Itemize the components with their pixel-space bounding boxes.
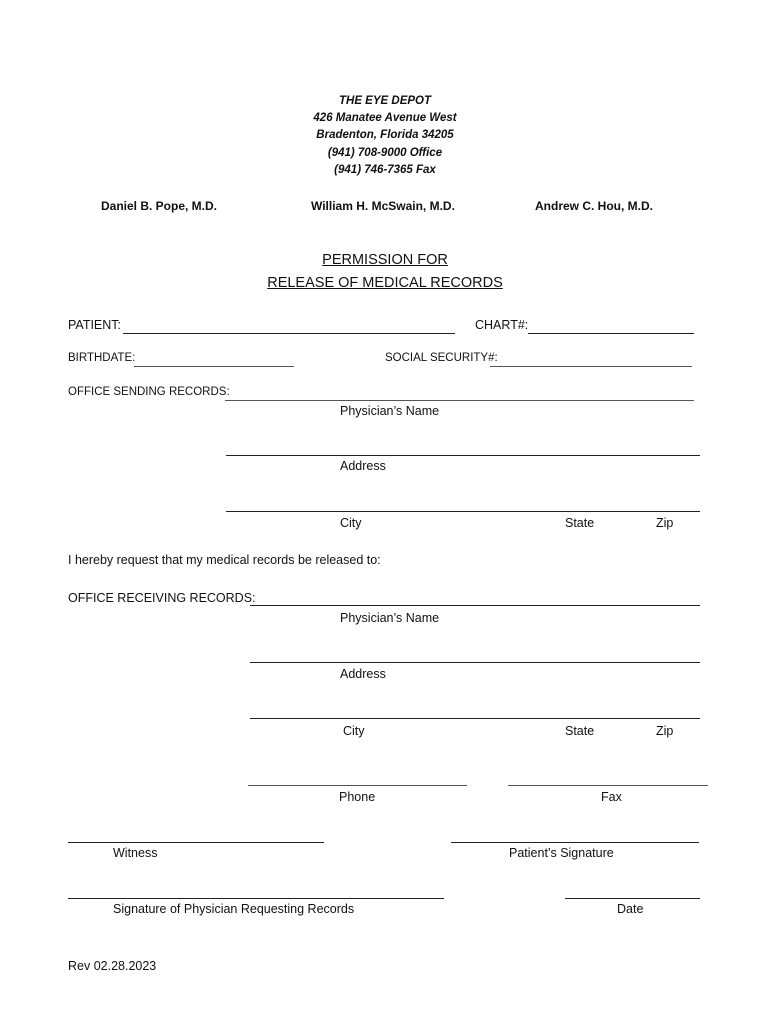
witness-line[interactable] bbox=[68, 842, 324, 843]
patient-label: PATIENT: bbox=[68, 318, 122, 332]
physician-signature-caption: Signature of Physician Requesting Records bbox=[113, 902, 355, 916]
date-caption: Date bbox=[617, 902, 644, 916]
request-statement: I hereby request that my medical records be released to: bbox=[68, 553, 381, 567]
revision-label: Rev 02.28.2023 bbox=[68, 959, 157, 973]
receiving-phone-line[interactable] bbox=[248, 785, 467, 786]
receiving-state-caption: State bbox=[565, 724, 595, 738]
patient-signature-line[interactable] bbox=[451, 842, 699, 843]
receiving-physician-name-caption: Physician’s Name bbox=[340, 611, 440, 625]
practice-street: 426 Manatee Avenue West bbox=[313, 112, 457, 124]
receiving-fax-line[interactable] bbox=[508, 785, 708, 786]
practice-fax: (941) 746-7365 Fax bbox=[334, 164, 436, 176]
office-receiving-label: OFFICE RECEIVING RECORDS: bbox=[68, 591, 256, 605]
form-title-line2: RELEASE OF MEDICAL RECORDS bbox=[267, 275, 503, 291]
receiving-address-line[interactable] bbox=[250, 662, 700, 663]
sending-address-line[interactable] bbox=[226, 455, 700, 456]
receiving-phone-caption: Phone bbox=[339, 790, 376, 804]
birthdate-line[interactable] bbox=[134, 366, 294, 367]
birthdate-label: BIRTHDATE: bbox=[68, 352, 136, 364]
sending-address-caption: Address bbox=[340, 459, 386, 473]
witness-caption: Witness bbox=[113, 846, 158, 860]
office-sending-label: OFFICE SENDING RECORDS: bbox=[68, 386, 230, 398]
office-receiving-line[interactable] bbox=[250, 605, 700, 606]
office-sending-line[interactable] bbox=[225, 400, 694, 401]
doctor-pope: Daniel B. Pope, M.D. bbox=[101, 199, 218, 213]
patient-signature-caption: Patient’s Signature bbox=[509, 846, 614, 860]
practice-name: THE EYE DEPOT bbox=[338, 95, 432, 107]
sending-state-caption: State bbox=[565, 516, 595, 530]
practice-city-state-zip: Bradenton, Florida 34205 bbox=[316, 129, 454, 141]
receiving-fax-caption: Fax bbox=[601, 790, 622, 804]
receiving-city-caption: City bbox=[343, 724, 365, 738]
chart-label: CHART#: bbox=[475, 318, 529, 332]
sending-zip-caption: Zip bbox=[656, 516, 674, 530]
chart-line[interactable] bbox=[528, 333, 694, 334]
doctor-hou: Andrew C. Hou, M.D. bbox=[535, 199, 653, 213]
sending-physician-name-caption: Physician’s Name bbox=[340, 404, 440, 418]
sending-city-caption: City bbox=[340, 516, 362, 530]
physician-signature-line[interactable] bbox=[68, 898, 444, 899]
practice-office-phone: (941) 708-9000 Office bbox=[327, 147, 443, 159]
receiving-zip-caption: Zip bbox=[656, 724, 674, 738]
ssn-line[interactable] bbox=[490, 366, 692, 367]
receiving-city-line[interactable] bbox=[250, 718, 700, 719]
ssn-label: SOCIAL SECURITY#: bbox=[385, 352, 498, 364]
doctor-mcswain: William H. McSwain, M.D. bbox=[311, 199, 455, 213]
sending-city-line[interactable] bbox=[226, 511, 700, 512]
form-title-line1: PERMISSION FOR bbox=[322, 252, 448, 268]
receiving-address-caption: Address bbox=[340, 667, 386, 681]
date-line[interactable] bbox=[565, 898, 700, 899]
patient-line[interactable] bbox=[123, 333, 455, 334]
